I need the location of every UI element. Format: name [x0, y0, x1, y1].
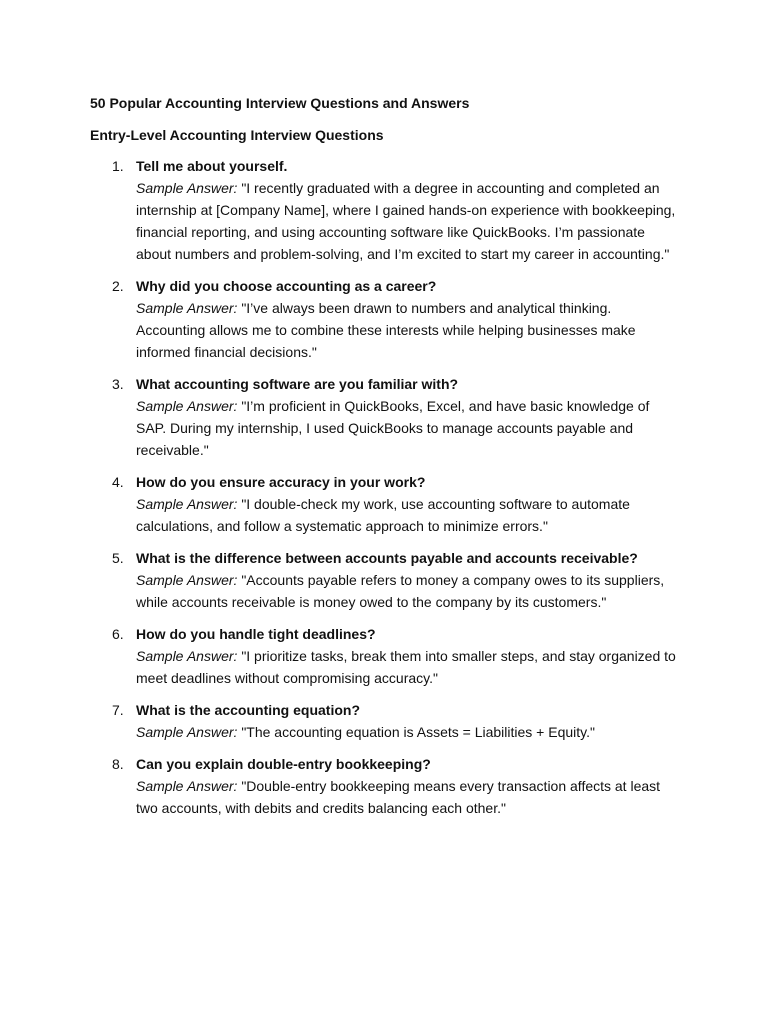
- question-text: What accounting software are you familiar with?: [136, 376, 459, 392]
- list-item: [90, 471, 680, 537]
- answer-paragraph: [136, 297, 680, 363]
- section-heading: Entry-Level Accounting Interview Questions: [90, 127, 384, 143]
- answer-paragraph: [136, 645, 680, 689]
- item-number: 4.: [112, 474, 124, 490]
- item-number: 5.: [112, 550, 124, 566]
- question-text: How do you ensure accuracy in your work?: [136, 474, 426, 490]
- item-number: 3.: [112, 376, 124, 392]
- document-page: [90, 93, 680, 829]
- item-number: 2.: [112, 278, 124, 294]
- answer-label: Sample Answer:: [136, 778, 238, 794]
- item-number: 8.: [112, 756, 124, 772]
- answer-text: "I recently graduated with a degree in accounting and completed an internship at [Company Name], where I gained hands-on experience with bookkeeping, financial reporting, and using accounting software like QuickBooks. I’m passionate about numbers and problem-solving, and I’m excited to start my career in accounting.": [136, 180, 676, 262]
- answer-label: Sample Answer:: [136, 496, 238, 512]
- answer-label: Sample Answer:: [136, 572, 238, 588]
- answer-paragraph: [136, 177, 680, 265]
- answer-text: "Double-entry bookkeeping means every transaction affects at least two accounts, with debits and credits balancing each other.": [136, 778, 661, 816]
- question-text: Tell me about yourself.: [136, 158, 288, 174]
- document-title: 50 Popular Accounting Interview Questions and Answers: [90, 95, 470, 111]
- answer-paragraph: [136, 775, 680, 819]
- list-item: [90, 373, 680, 461]
- answer-text: "I double-check my work, use accounting software to automate calculations, and follow a systematic approach to minimize errors.": [136, 496, 630, 534]
- item-number: 1.: [112, 158, 124, 174]
- item-number: 7.: [112, 702, 124, 718]
- list-item: [90, 155, 680, 265]
- question-text: What is the difference between accounts payable and accounts receivable?: [136, 550, 638, 566]
- answer-label: Sample Answer:: [136, 180, 238, 196]
- answer-label: Sample Answer:: [136, 398, 238, 414]
- list-item: [90, 275, 680, 363]
- question-text: How do you handle tight deadlines?: [136, 626, 376, 642]
- answer-text: "Accounts payable refers to money a company owes to its suppliers, while accounts receivable is money owed to the company by its customers.": [136, 572, 665, 610]
- item-number: 6.: [112, 626, 124, 642]
- question-text: Why did you choose accounting as a career?: [136, 278, 437, 294]
- answer-paragraph: [136, 721, 680, 743]
- answer-text: "The accounting equation is Assets = Liabilities + Equity.": [241, 724, 595, 740]
- answer-label: Sample Answer:: [136, 724, 238, 740]
- question-text: What is the accounting equation?: [136, 702, 360, 718]
- answer-text: "I prioritize tasks, break them into smaller steps, and stay organized to meet deadlines without compromising accuracy.": [136, 648, 676, 686]
- question-text: Can you explain double-entry bookkeeping?: [136, 756, 431, 772]
- answer-paragraph: [136, 493, 680, 537]
- answer-paragraph: [136, 395, 680, 461]
- answer-paragraph: [136, 569, 680, 613]
- question-list: [90, 155, 680, 819]
- list-item: [90, 699, 680, 743]
- answer-label: Sample Answer:: [136, 300, 238, 316]
- list-item: [90, 547, 680, 613]
- list-item: [90, 753, 680, 819]
- list-item: [90, 623, 680, 689]
- answer-text: "I’m proficient in QuickBooks, Excel, and have basic knowledge of SAP. During my internship, I used QuickBooks to manage accounts payable and receivable.": [136, 398, 650, 458]
- answer-text: "I’ve always been drawn to numbers and analytical thinking. Accounting allows me to combine these interests while helping businesses make informed financial decisions.": [136, 300, 636, 360]
- answer-label: Sample Answer:: [136, 648, 238, 664]
